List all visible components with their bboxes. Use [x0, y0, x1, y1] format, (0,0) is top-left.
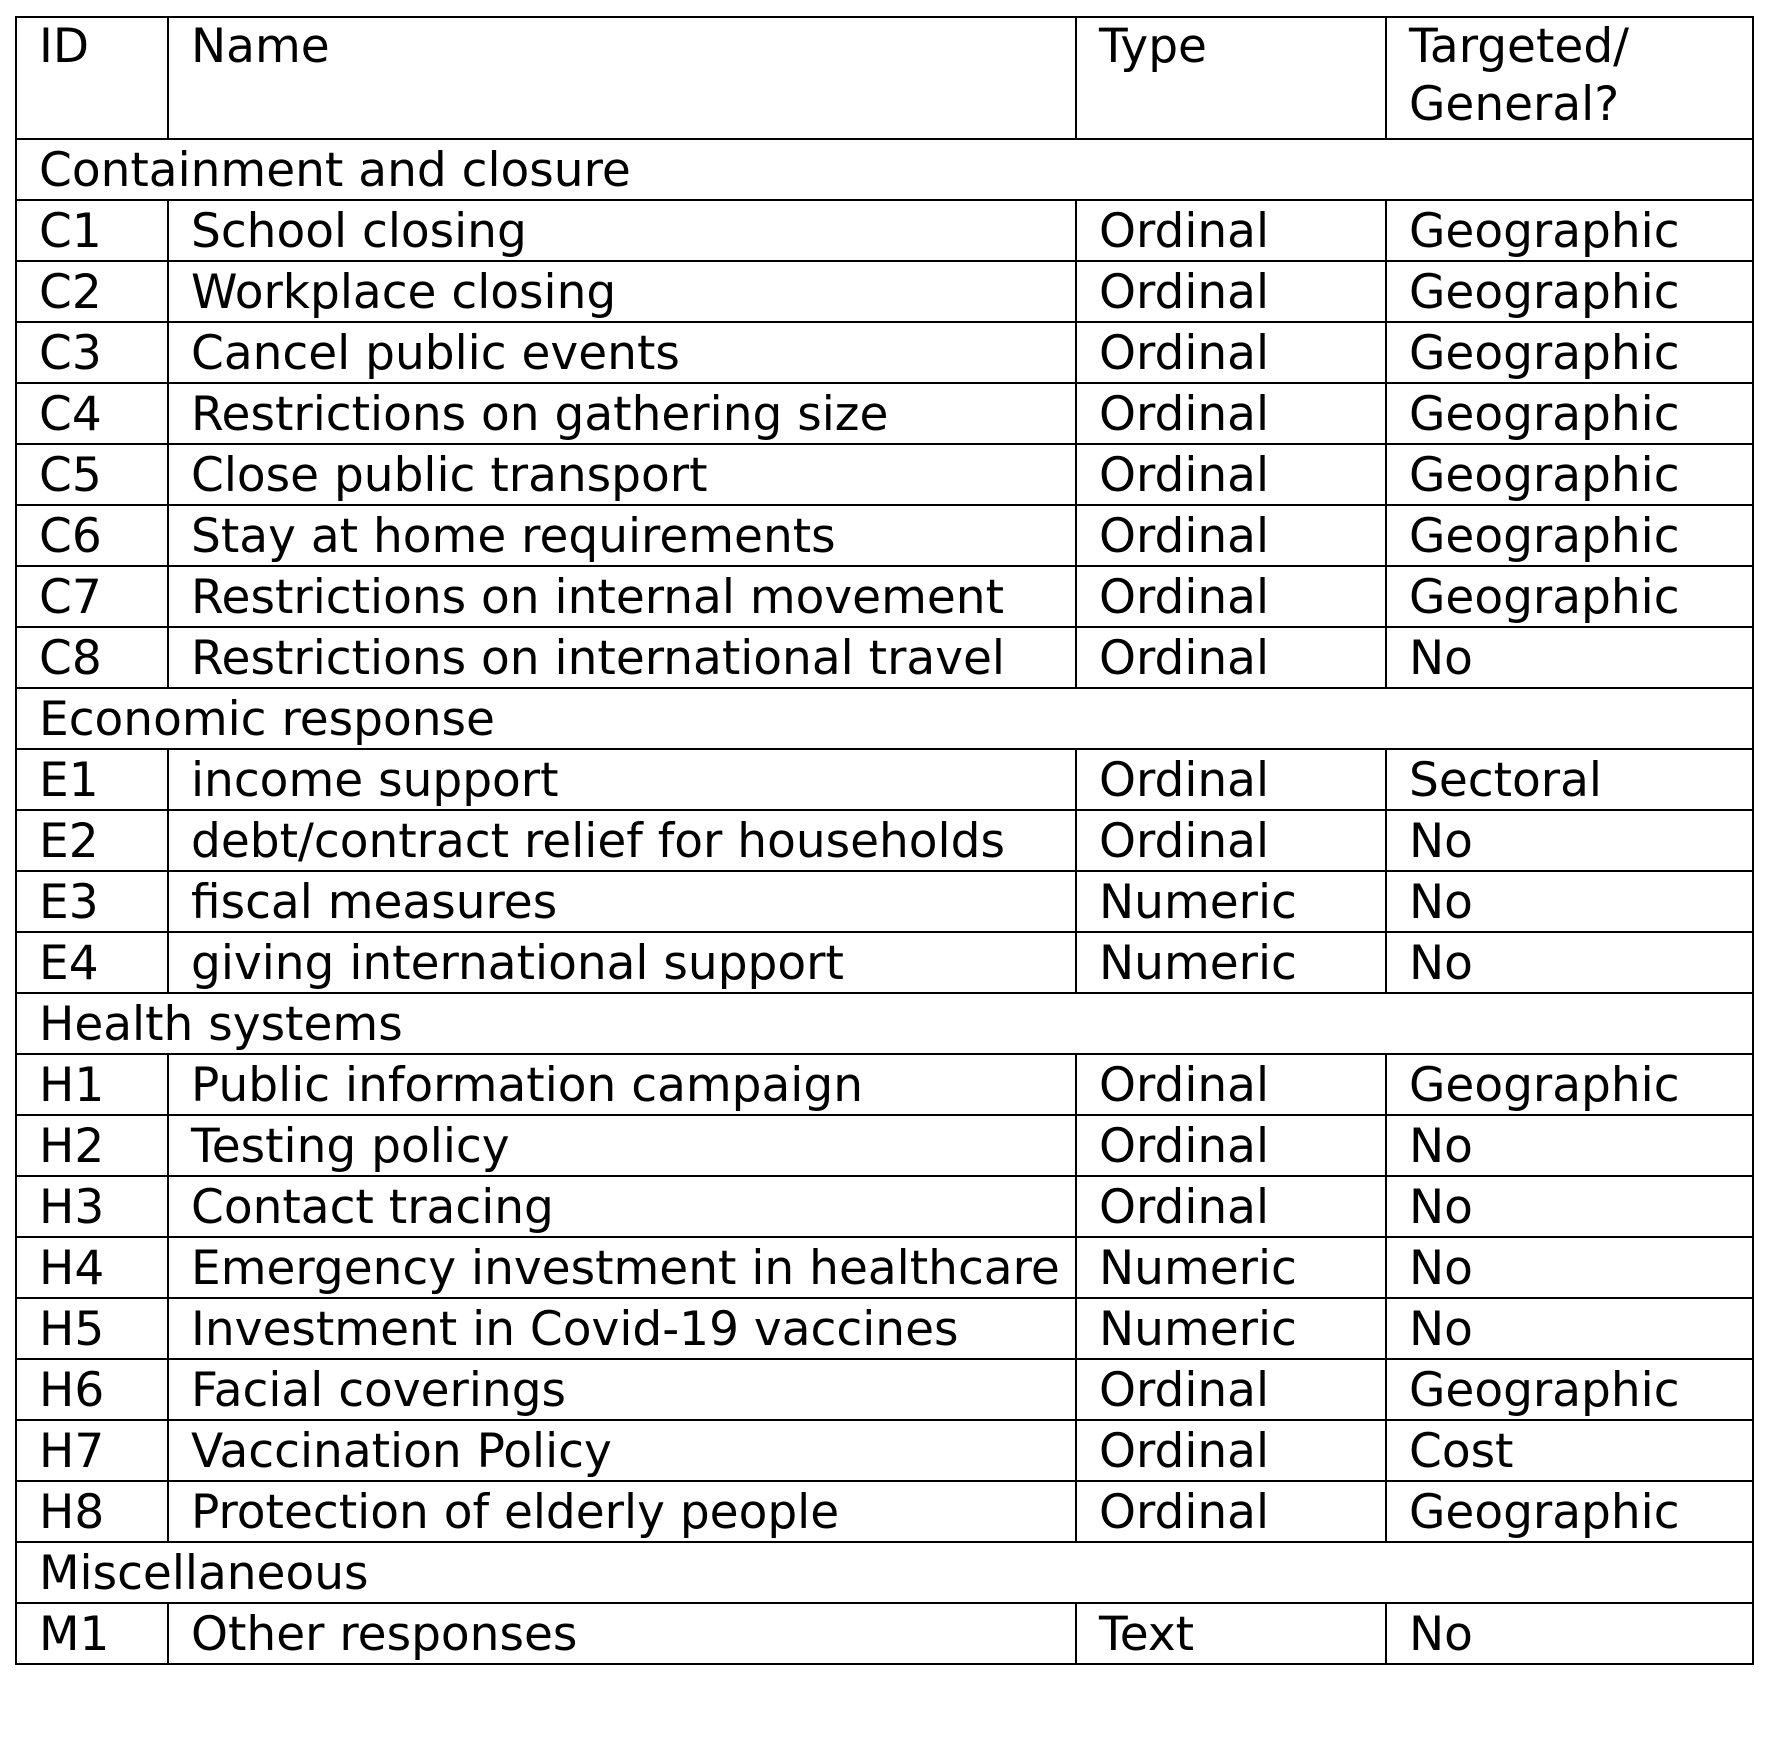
table-row — [16, 1420, 1753, 1481]
cell-targeted: Geographic — [1386, 383, 1753, 444]
table-row — [16, 566, 1753, 627]
table-row — [16, 1298, 1753, 1359]
cell-targeted: Geographic — [1386, 1359, 1753, 1420]
cell-type: Ordinal — [1076, 261, 1386, 322]
cell-targeted: Geographic — [1386, 444, 1753, 505]
table-row — [16, 1603, 1753, 1664]
cell-id: H2 — [16, 1115, 168, 1176]
cell-type: Ordinal — [1076, 810, 1386, 871]
cell-name: Public information campaign — [168, 1054, 1076, 1115]
section-header-row — [16, 1542, 1753, 1603]
cell-name: giving international support — [168, 932, 1076, 993]
cell-type: Numeric — [1076, 871, 1386, 932]
cell-targeted: Geographic — [1386, 505, 1753, 566]
table-row — [16, 932, 1753, 993]
cell-name: Workplace closing — [168, 261, 1076, 322]
cell-type: Ordinal — [1076, 383, 1386, 444]
cell-type: Ordinal — [1076, 1176, 1386, 1237]
cell-name: debt/contract relief for households — [168, 810, 1076, 871]
cell-targeted: No — [1386, 1298, 1753, 1359]
cell-id: C7 — [16, 566, 168, 627]
cell-id: C6 — [16, 505, 168, 566]
cell-type: Numeric — [1076, 1298, 1386, 1359]
header-targeted: Targeted/ General? — [1386, 17, 1753, 139]
cell-name: fiscal measures — [168, 871, 1076, 932]
cell-targeted: No — [1386, 871, 1753, 932]
cell-targeted: No — [1386, 810, 1753, 871]
table-row — [16, 261, 1753, 322]
cell-id: H1 — [16, 1054, 168, 1115]
cell-name: Restrictions on international travel — [168, 627, 1076, 688]
cell-type: Ordinal — [1076, 505, 1386, 566]
cell-id: C8 — [16, 627, 168, 688]
cell-type: Ordinal — [1076, 627, 1386, 688]
cell-type: Numeric — [1076, 1237, 1386, 1298]
section-header-row — [16, 139, 1753, 200]
cell-name: Close public transport — [168, 444, 1076, 505]
table-row — [16, 627, 1753, 688]
cell-name: Testing policy — [168, 1115, 1076, 1176]
cell-name: Vaccination Policy — [168, 1420, 1076, 1481]
section-title: Health systems — [16, 993, 1753, 1054]
cell-name: Facial coverings — [168, 1359, 1076, 1420]
cell-id: C3 — [16, 322, 168, 383]
cell-name: Restrictions on gathering size — [168, 383, 1076, 444]
cell-type: Numeric — [1076, 932, 1386, 993]
cell-targeted: Geographic — [1386, 200, 1753, 261]
table-row — [16, 810, 1753, 871]
header-type: Type — [1076, 17, 1386, 139]
cell-type: Ordinal — [1076, 1054, 1386, 1115]
cell-type: Text — [1076, 1603, 1386, 1664]
table-row — [16, 1054, 1753, 1115]
header-name: Name — [168, 17, 1076, 139]
header-row — [16, 17, 1753, 139]
cell-type: Ordinal — [1076, 1115, 1386, 1176]
cell-targeted: Geographic — [1386, 261, 1753, 322]
cell-id: H3 — [16, 1176, 168, 1237]
table-row — [16, 383, 1753, 444]
cell-id: E2 — [16, 810, 168, 871]
table-row — [16, 322, 1753, 383]
table-row — [16, 749, 1753, 810]
policy-indicator-table — [15, 16, 1754, 1665]
cell-id: C5 — [16, 444, 168, 505]
table-row — [16, 1176, 1753, 1237]
cell-id: H4 — [16, 1237, 168, 1298]
cell-name: Restrictions on internal movement — [168, 566, 1076, 627]
cell-targeted: Geographic — [1386, 1481, 1753, 1542]
cell-type: Ordinal — [1076, 566, 1386, 627]
cell-id: E3 — [16, 871, 168, 932]
table-row — [16, 200, 1753, 261]
table-row — [16, 444, 1753, 505]
cell-targeted: Geographic — [1386, 1054, 1753, 1115]
cell-type: Ordinal — [1076, 322, 1386, 383]
cell-id: C2 — [16, 261, 168, 322]
cell-name: Other responses — [168, 1603, 1076, 1664]
table-row — [16, 1359, 1753, 1420]
cell-type: Ordinal — [1076, 1481, 1386, 1542]
table-row — [16, 1481, 1753, 1542]
cell-targeted: No — [1386, 932, 1753, 993]
section-header-row — [16, 993, 1753, 1054]
cell-name: Investment in Covid-19 vaccines — [168, 1298, 1076, 1359]
cell-targeted: No — [1386, 1603, 1753, 1664]
section-title: Economic response — [16, 688, 1753, 749]
cell-targeted: Geographic — [1386, 322, 1753, 383]
cell-name: Cancel public events — [168, 322, 1076, 383]
cell-targeted: No — [1386, 1115, 1753, 1176]
cell-id: H7 — [16, 1420, 168, 1481]
cell-name: income support — [168, 749, 1076, 810]
table-row — [16, 505, 1753, 566]
cell-name: Contact tracing — [168, 1176, 1076, 1237]
cell-targeted: No — [1386, 1237, 1753, 1298]
table-row — [16, 1237, 1753, 1298]
cell-name: School closing — [168, 200, 1076, 261]
cell-targeted: Sectoral — [1386, 749, 1753, 810]
cell-name: Emergency investment in healthcare — [168, 1237, 1076, 1298]
cell-id: C4 — [16, 383, 168, 444]
cell-id: E1 — [16, 749, 168, 810]
cell-id: E4 — [16, 932, 168, 993]
cell-id: C1 — [16, 200, 168, 261]
cell-targeted: No — [1386, 627, 1753, 688]
cell-id: M1 — [16, 1603, 168, 1664]
section-title: Miscellaneous — [16, 1542, 1753, 1603]
header-id: ID — [16, 17, 168, 139]
cell-type: Ordinal — [1076, 1359, 1386, 1420]
cell-targeted: Geographic — [1386, 566, 1753, 627]
cell-type: Ordinal — [1076, 444, 1386, 505]
cell-name: Stay at home requirements — [168, 505, 1076, 566]
cell-type: Ordinal — [1076, 200, 1386, 261]
cell-name: Protection of elderly people — [168, 1481, 1076, 1542]
cell-id: H5 — [16, 1298, 168, 1359]
cell-id: H8 — [16, 1481, 168, 1542]
cell-type: Ordinal — [1076, 749, 1386, 810]
section-title: Containment and closure — [16, 139, 1753, 200]
table-row — [16, 1115, 1753, 1176]
cell-targeted: No — [1386, 1176, 1753, 1237]
table-row — [16, 871, 1753, 932]
cell-targeted: Cost — [1386, 1420, 1753, 1481]
section-header-row — [16, 688, 1753, 749]
cell-id: H6 — [16, 1359, 168, 1420]
table-body — [16, 17, 1753, 1664]
cell-type: Ordinal — [1076, 1420, 1386, 1481]
